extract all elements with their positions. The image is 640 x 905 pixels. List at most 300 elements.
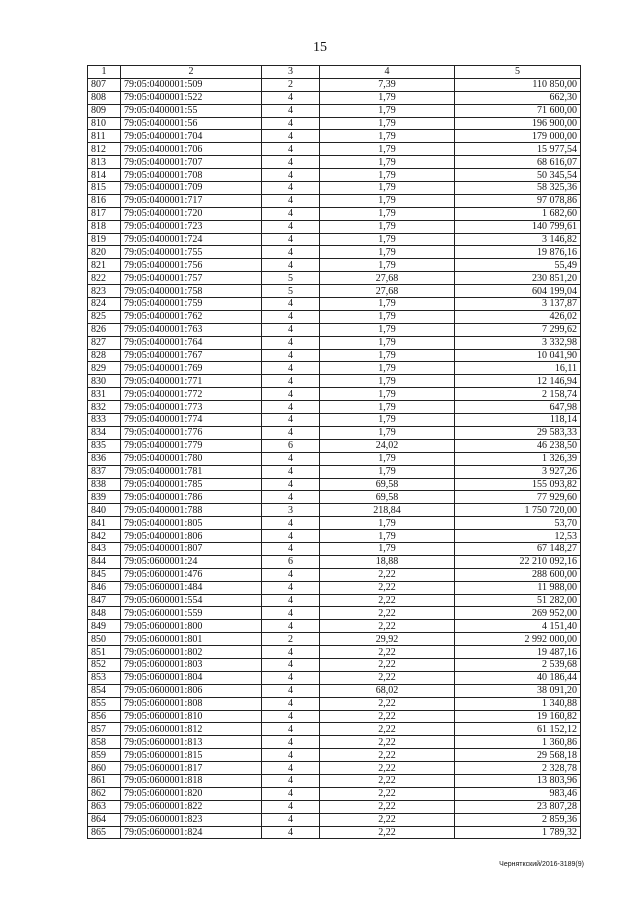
row-number: 854 xyxy=(88,684,121,697)
cadastral-number: 79:05:0600001:804 xyxy=(121,671,262,684)
cadastral-number: 79:05:0600001:484 xyxy=(121,581,262,594)
amount-value: 2 992 000,00 xyxy=(455,633,581,646)
column-header-3: 3 xyxy=(262,66,320,79)
table-row xyxy=(88,710,581,723)
rate-value: 1,79 xyxy=(320,362,455,375)
table-row xyxy=(88,220,581,233)
row-number: 814 xyxy=(88,169,121,182)
amount-value: 97 078,86 xyxy=(455,194,581,207)
rate-value: 1,79 xyxy=(320,207,455,220)
row-number: 837 xyxy=(88,465,121,478)
category-code: 4 xyxy=(262,581,320,594)
table-row xyxy=(88,465,581,478)
table-row xyxy=(88,91,581,104)
cadastral-number: 79:05:0400001:759 xyxy=(121,298,262,311)
amount-value: 29 583,33 xyxy=(455,426,581,439)
row-number: 838 xyxy=(88,478,121,491)
table-row xyxy=(88,620,581,633)
cadastral-number: 79:05:0400001:522 xyxy=(121,91,262,104)
cadastral-number: 79:05:0400001:720 xyxy=(121,207,262,220)
category-code: 4 xyxy=(262,143,320,156)
amount-value: 22 210 092,16 xyxy=(455,555,581,568)
category-code: 4 xyxy=(262,91,320,104)
table-body xyxy=(88,78,581,839)
cadastral-number: 79:05:0600001:810 xyxy=(121,710,262,723)
cadastral-number: 79:05:0600001:812 xyxy=(121,723,262,736)
table-row xyxy=(88,169,581,182)
cadastral-number: 79:05:0400001:704 xyxy=(121,130,262,143)
cadastral-number: 79:05:0400001:773 xyxy=(121,401,262,414)
cadastral-number: 79:05:0600001:823 xyxy=(121,813,262,826)
rate-value: 2,22 xyxy=(320,697,455,710)
cadastral-number: 79:05:0600001:803 xyxy=(121,658,262,671)
row-number: 849 xyxy=(88,620,121,633)
cadastral-number: 79:05:0400001:771 xyxy=(121,375,262,388)
cadastral-number: 79:05:0400001:717 xyxy=(121,194,262,207)
amount-value: 12 146,94 xyxy=(455,375,581,388)
category-code: 4 xyxy=(262,452,320,465)
category-code: 4 xyxy=(262,517,320,530)
category-code: 4 xyxy=(262,594,320,607)
category-code: 4 xyxy=(262,130,320,143)
cadastral-number: 79:05:0400001:785 xyxy=(121,478,262,491)
cadastral-number: 79:05:0400001:764 xyxy=(121,336,262,349)
category-code: 4 xyxy=(262,607,320,620)
column-header-5: 5 xyxy=(455,66,581,79)
category-code: 4 xyxy=(262,156,320,169)
rate-value: 1,79 xyxy=(320,426,455,439)
table-row xyxy=(88,697,581,710)
table-row xyxy=(88,285,581,298)
amount-value: 19 487,16 xyxy=(455,646,581,659)
cadastral-number: 79:05:0400001:807 xyxy=(121,542,262,555)
table-row xyxy=(88,117,581,130)
cadastral-number: 79:05:0600001:818 xyxy=(121,774,262,787)
table-row xyxy=(88,826,581,839)
row-number: 841 xyxy=(88,517,121,530)
table-row xyxy=(88,298,581,311)
category-code: 4 xyxy=(262,684,320,697)
cadastral-number: 79:05:0400001:788 xyxy=(121,504,262,517)
table-row xyxy=(88,478,581,491)
category-code: 4 xyxy=(262,762,320,775)
rate-value: 1,79 xyxy=(320,388,455,401)
table-row xyxy=(88,130,581,143)
row-number: 858 xyxy=(88,736,121,749)
rate-value: 69,58 xyxy=(320,491,455,504)
rate-value: 2,22 xyxy=(320,594,455,607)
category-code: 4 xyxy=(262,104,320,117)
category-code: 4 xyxy=(262,530,320,543)
category-code: 4 xyxy=(262,207,320,220)
table-row xyxy=(88,723,581,736)
row-number: 851 xyxy=(88,646,121,659)
row-number: 861 xyxy=(88,774,121,787)
category-code: 4 xyxy=(262,723,320,736)
table-row xyxy=(88,813,581,826)
rate-value: 27,68 xyxy=(320,285,455,298)
rate-value: 1,79 xyxy=(320,517,455,530)
amount-value: 118,14 xyxy=(455,414,581,427)
row-number: 850 xyxy=(88,633,121,646)
amount-value: 46 238,50 xyxy=(455,439,581,452)
amount-value: 662,30 xyxy=(455,91,581,104)
row-number: 809 xyxy=(88,104,121,117)
category-code: 4 xyxy=(262,658,320,671)
row-number: 820 xyxy=(88,246,121,259)
table-row xyxy=(88,607,581,620)
rate-value: 2,22 xyxy=(320,671,455,684)
table-row xyxy=(88,401,581,414)
cadastral-number: 79:05:0600001:554 xyxy=(121,594,262,607)
row-number: 847 xyxy=(88,594,121,607)
category-code: 4 xyxy=(262,710,320,723)
amount-value: 230 851,20 xyxy=(455,272,581,285)
amount-value: 647,98 xyxy=(455,401,581,414)
rate-value: 218,84 xyxy=(320,504,455,517)
rate-value: 29,92 xyxy=(320,633,455,646)
amount-value: 38 091,20 xyxy=(455,684,581,697)
rate-value: 2,22 xyxy=(320,646,455,659)
cadastral-number: 79:05:0600001:24 xyxy=(121,555,262,568)
cadastral-number: 79:05:0600001:824 xyxy=(121,826,262,839)
table-row xyxy=(88,78,581,91)
rate-value: 1,79 xyxy=(320,349,455,362)
row-number: 848 xyxy=(88,607,121,620)
rate-value: 1,79 xyxy=(320,91,455,104)
rate-value: 1,79 xyxy=(320,336,455,349)
table-header xyxy=(88,66,581,79)
category-code: 4 xyxy=(262,298,320,311)
category-code: 4 xyxy=(262,401,320,414)
amount-value: 1 340,88 xyxy=(455,697,581,710)
rate-value: 2,22 xyxy=(320,568,455,581)
amount-value: 58 325,36 xyxy=(455,182,581,195)
category-code: 4 xyxy=(262,787,320,800)
amount-value: 16,11 xyxy=(455,362,581,375)
table-row xyxy=(88,336,581,349)
amount-value: 110 850,00 xyxy=(455,78,581,91)
cadastral-number: 79:05:0400001:762 xyxy=(121,310,262,323)
category-code: 4 xyxy=(262,259,320,272)
category-code: 4 xyxy=(262,736,320,749)
category-code: 4 xyxy=(262,800,320,813)
table-row xyxy=(88,581,581,594)
amount-value: 2 328,78 xyxy=(455,762,581,775)
rate-value: 1,79 xyxy=(320,465,455,478)
category-code: 4 xyxy=(262,362,320,375)
cadastral-number: 79:05:0400001:56 xyxy=(121,117,262,130)
cadastral-number: 79:05:0400001:769 xyxy=(121,362,262,375)
amount-value: 426,02 xyxy=(455,310,581,323)
cadastral-number: 79:05:0600001:802 xyxy=(121,646,262,659)
category-code: 5 xyxy=(262,285,320,298)
row-number: 865 xyxy=(88,826,121,839)
row-number: 832 xyxy=(88,401,121,414)
category-code: 4 xyxy=(262,194,320,207)
category-code: 4 xyxy=(262,491,320,504)
table-row xyxy=(88,684,581,697)
rate-value: 68,02 xyxy=(320,684,455,697)
rate-value: 2,22 xyxy=(320,710,455,723)
category-code: 4 xyxy=(262,826,320,839)
cadastral-number: 79:05:0400001:763 xyxy=(121,323,262,336)
category-code: 4 xyxy=(262,749,320,762)
rate-value: 1,79 xyxy=(320,233,455,246)
table-row xyxy=(88,774,581,787)
table-row xyxy=(88,736,581,749)
amount-value: 3 137,87 xyxy=(455,298,581,311)
row-number: 833 xyxy=(88,414,121,427)
amount-value: 13 803,96 xyxy=(455,774,581,787)
row-number: 860 xyxy=(88,762,121,775)
row-number: 810 xyxy=(88,117,121,130)
cadastral-number: 79:05:0400001:772 xyxy=(121,388,262,401)
table-row xyxy=(88,568,581,581)
amount-value: 4 151,40 xyxy=(455,620,581,633)
cadastral-number: 79:05:0600001:815 xyxy=(121,749,262,762)
table-row xyxy=(88,246,581,259)
category-code: 2 xyxy=(262,633,320,646)
rate-value: 1,79 xyxy=(320,246,455,259)
row-number: 855 xyxy=(88,697,121,710)
table-row xyxy=(88,349,581,362)
table-row xyxy=(88,182,581,195)
amount-value: 1 789,32 xyxy=(455,826,581,839)
table-row xyxy=(88,310,581,323)
table-row xyxy=(88,207,581,220)
category-code: 4 xyxy=(262,671,320,684)
rate-value: 1,79 xyxy=(320,401,455,414)
category-code: 4 xyxy=(262,169,320,182)
category-code: 4 xyxy=(262,697,320,710)
amount-value: 77 929,60 xyxy=(455,491,581,504)
rate-value: 1,79 xyxy=(320,117,455,130)
row-number: 853 xyxy=(88,671,121,684)
cadastral-number: 79:05:0400001:805 xyxy=(121,517,262,530)
amount-value: 1 750 720,00 xyxy=(455,504,581,517)
cadastral-number: 79:05:0600001:801 xyxy=(121,633,262,646)
amount-value: 19 876,16 xyxy=(455,246,581,259)
amount-value: 2 158,74 xyxy=(455,388,581,401)
row-number: 825 xyxy=(88,310,121,323)
rate-value: 24,02 xyxy=(320,439,455,452)
rate-value: 2,22 xyxy=(320,774,455,787)
row-number: 821 xyxy=(88,259,121,272)
row-number: 808 xyxy=(88,91,121,104)
rate-value: 2,22 xyxy=(320,787,455,800)
cadastral-number: 79:05:0400001:723 xyxy=(121,220,262,233)
rate-value: 1,79 xyxy=(320,169,455,182)
table-row xyxy=(88,646,581,659)
table-row xyxy=(88,143,581,156)
rate-value: 1,79 xyxy=(320,130,455,143)
row-number: 844 xyxy=(88,555,121,568)
amount-value: 51 282,00 xyxy=(455,594,581,607)
amount-value: 23 807,28 xyxy=(455,800,581,813)
cadastral-number: 79:05:0400001:774 xyxy=(121,414,262,427)
rate-value: 1,79 xyxy=(320,375,455,388)
amount-value: 50 345,54 xyxy=(455,169,581,182)
rate-value: 2,22 xyxy=(320,607,455,620)
amount-value: 55,49 xyxy=(455,259,581,272)
rate-value: 1,79 xyxy=(320,259,455,272)
row-number: 856 xyxy=(88,710,121,723)
rate-value: 2,22 xyxy=(320,813,455,826)
rate-value: 18,88 xyxy=(320,555,455,568)
amount-value: 10 041,90 xyxy=(455,349,581,362)
row-number: 819 xyxy=(88,233,121,246)
amount-value: 140 799,61 xyxy=(455,220,581,233)
category-code: 4 xyxy=(262,336,320,349)
category-code: 6 xyxy=(262,439,320,452)
table-row xyxy=(88,671,581,684)
table-row xyxy=(88,362,581,375)
category-code: 4 xyxy=(262,542,320,555)
table-row xyxy=(88,800,581,813)
row-number: 835 xyxy=(88,439,121,452)
rate-value: 1,79 xyxy=(320,143,455,156)
header-row xyxy=(88,66,581,79)
row-number: 827 xyxy=(88,336,121,349)
rate-value: 7,39 xyxy=(320,78,455,91)
row-number: 829 xyxy=(88,362,121,375)
amount-value: 3 146,82 xyxy=(455,233,581,246)
amount-value: 68 616,07 xyxy=(455,156,581,169)
amount-value: 196 900,00 xyxy=(455,117,581,130)
table-row xyxy=(88,104,581,117)
rate-value: 2,22 xyxy=(320,581,455,594)
row-number: 828 xyxy=(88,349,121,362)
table-row xyxy=(88,439,581,452)
amount-value: 29 568,18 xyxy=(455,749,581,762)
row-number: 830 xyxy=(88,375,121,388)
cadastral-number: 79:05:0600001:806 xyxy=(121,684,262,697)
category-code: 4 xyxy=(262,646,320,659)
amount-value: 11 988,00 xyxy=(455,581,581,594)
table-row xyxy=(88,156,581,169)
cadastral-number: 79:05:0600001:813 xyxy=(121,736,262,749)
category-code: 4 xyxy=(262,465,320,478)
row-number: 813 xyxy=(88,156,121,169)
rate-value: 1,79 xyxy=(320,323,455,336)
row-number: 831 xyxy=(88,388,121,401)
rate-value: 2,22 xyxy=(320,800,455,813)
table-row xyxy=(88,272,581,285)
amount-value: 1 682,60 xyxy=(455,207,581,220)
row-number: 812 xyxy=(88,143,121,156)
category-code: 4 xyxy=(262,375,320,388)
row-number: 807 xyxy=(88,78,121,91)
column-header-1: 1 xyxy=(88,66,121,79)
rate-value: 1,79 xyxy=(320,194,455,207)
category-code: 4 xyxy=(262,478,320,491)
row-number: 843 xyxy=(88,542,121,555)
cadastral-number: 79:05:0400001:806 xyxy=(121,530,262,543)
table-row xyxy=(88,762,581,775)
amount-value: 983,46 xyxy=(455,787,581,800)
row-number: 863 xyxy=(88,800,121,813)
category-code: 4 xyxy=(262,310,320,323)
table-row xyxy=(88,414,581,427)
cadastral-number: 79:05:0400001:509 xyxy=(121,78,262,91)
cadastral-number: 79:05:0400001:709 xyxy=(121,182,262,195)
cadastral-number: 79:05:0600001:817 xyxy=(121,762,262,775)
cadastral-number: 79:05:0400001:707 xyxy=(121,156,262,169)
row-number: 818 xyxy=(88,220,121,233)
row-number: 864 xyxy=(88,813,121,826)
rate-value: 1,79 xyxy=(320,156,455,169)
rate-value: 2,22 xyxy=(320,620,455,633)
amount-value: 19 160,82 xyxy=(455,710,581,723)
row-number: 857 xyxy=(88,723,121,736)
cadastral-number: 79:05:0400001:755 xyxy=(121,246,262,259)
row-number: 839 xyxy=(88,491,121,504)
amount-value: 179 000,00 xyxy=(455,130,581,143)
amount-value: 71 600,00 xyxy=(455,104,581,117)
table-row xyxy=(88,388,581,401)
cadastral-number: 79:05:0400001:756 xyxy=(121,259,262,272)
amount-value: 604 199,04 xyxy=(455,285,581,298)
cadastral-number: 79:05:0400001:776 xyxy=(121,426,262,439)
category-code: 4 xyxy=(262,620,320,633)
table-row xyxy=(88,259,581,272)
category-code: 4 xyxy=(262,426,320,439)
category-code: 4 xyxy=(262,246,320,259)
row-number: 862 xyxy=(88,787,121,800)
row-number: 836 xyxy=(88,452,121,465)
amount-value: 288 600,00 xyxy=(455,568,581,581)
rate-value: 1,79 xyxy=(320,414,455,427)
table-row xyxy=(88,633,581,646)
rate-value: 1,79 xyxy=(320,104,455,117)
register-table xyxy=(87,65,581,839)
cadastral-number: 79:05:0400001:767 xyxy=(121,349,262,362)
cadastral-number: 79:05:0400001:781 xyxy=(121,465,262,478)
amount-value: 2 539,68 xyxy=(455,658,581,671)
cadastral-number: 79:05:0600001:559 xyxy=(121,607,262,620)
category-code: 4 xyxy=(262,813,320,826)
table-row xyxy=(88,787,581,800)
table-row xyxy=(88,749,581,762)
page-number: 15 xyxy=(313,40,327,55)
rate-value: 1,79 xyxy=(320,182,455,195)
category-code: 4 xyxy=(262,233,320,246)
category-code: 3 xyxy=(262,504,320,517)
table-row xyxy=(88,233,581,246)
category-code: 4 xyxy=(262,323,320,336)
cadastral-number: 79:05:0400001:779 xyxy=(121,439,262,452)
cadastral-number: 79:05:0400001:780 xyxy=(121,452,262,465)
rate-value: 1,79 xyxy=(320,542,455,555)
table-row xyxy=(88,504,581,517)
amount-value: 3 927,26 xyxy=(455,465,581,478)
table-row xyxy=(88,375,581,388)
cadastral-number: 79:05:0600001:476 xyxy=(121,568,262,581)
row-number: 845 xyxy=(88,568,121,581)
category-code: 4 xyxy=(262,220,320,233)
cadastral-number: 79:05:0400001:708 xyxy=(121,169,262,182)
cadastral-number: 79:05:0600001:822 xyxy=(121,800,262,813)
rate-value: 1,79 xyxy=(320,310,455,323)
category-code: 4 xyxy=(262,414,320,427)
amount-value: 15 977,54 xyxy=(455,143,581,156)
table-row xyxy=(88,594,581,607)
row-number: 816 xyxy=(88,194,121,207)
amount-value: 3 332,98 xyxy=(455,336,581,349)
table-row xyxy=(88,542,581,555)
cadastral-number: 79:05:0400001:758 xyxy=(121,285,262,298)
